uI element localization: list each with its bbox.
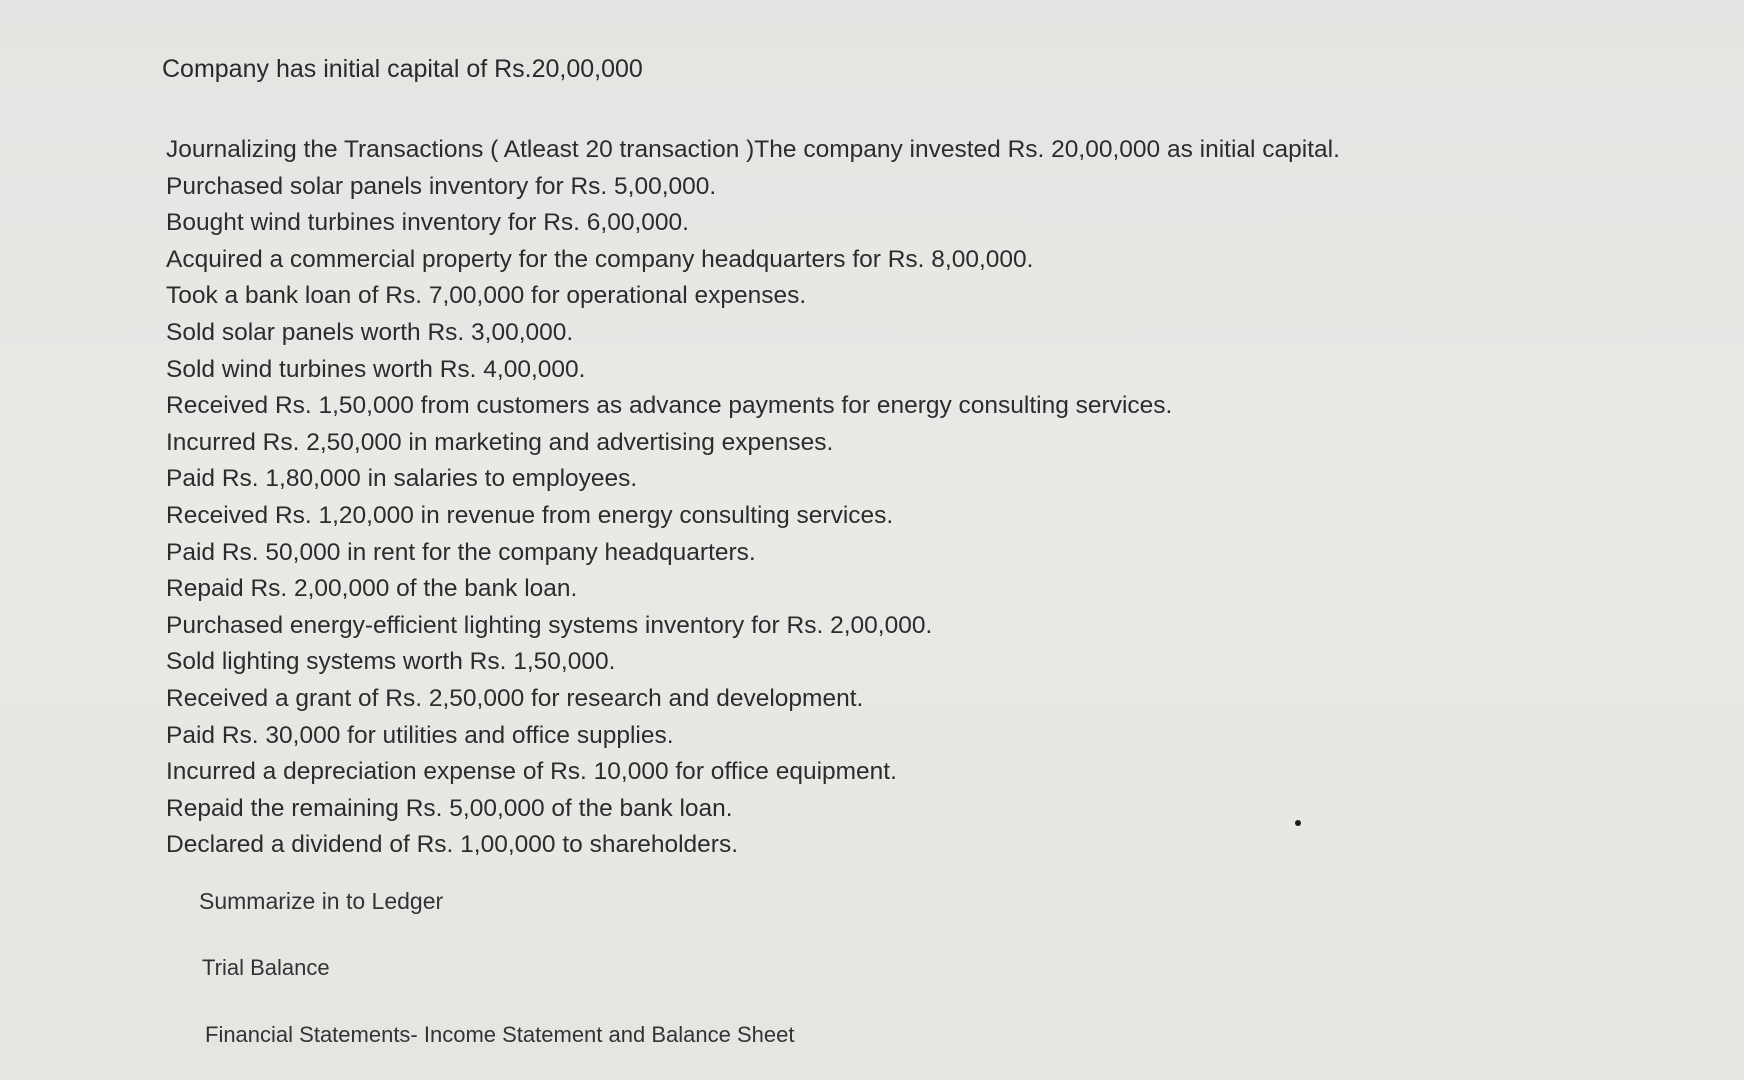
intro-capital-text: Company has initial capital of Rs.20,00,000: [162, 55, 643, 83]
transaction-item: Paid Rs. 50,000 in rent for the company headquarters.: [166, 538, 756, 566]
transaction-item: Purchased solar panels inventory for Rs. 5,00,000.: [166, 172, 717, 200]
transaction-list: [166, 132, 1340, 864]
transaction-item: Journalizing the Transactions ( Atleast 20 transaction )The company invested Rs. 20,00,000 as initial capital.: [166, 136, 1340, 163]
transaction-item: Took a bank loan of Rs. 7,00,000 for operational expenses.: [166, 282, 807, 310]
transaction-item: Received Rs. 1,50,000 from customers as advance payments for energy consulting services.: [166, 392, 1173, 420]
transaction-item: Repaid the remaining Rs. 5,00,000 of the bank loan.: [166, 794, 733, 822]
transaction-item: Purchased energy-efficient lighting systems inventory for Rs. 2,00,000.: [166, 611, 933, 639]
transaction-item: Sold wind turbines worth Rs. 4,00,000.: [166, 355, 586, 383]
transaction-item: Sold solar panels worth Rs. 3,00,000.: [166, 318, 574, 346]
transaction-item: Incurred a depreciation expense of Rs. 10,000 for office equipment.: [166, 758, 897, 786]
financial-statements-heading: Financial Statements- Income Statement and Balance Sheet: [205, 1022, 795, 1047]
transaction-item: Bought wind turbines inventory for Rs. 6,00,000.: [166, 209, 689, 237]
stray-dot-mark: [1295, 820, 1301, 826]
transaction-item: Paid Rs. 30,000 for utilities and office supplies.: [166, 721, 674, 749]
transaction-item: Sold lighting systems worth Rs. 1,50,000.: [166, 648, 616, 676]
transaction-item: Repaid Rs. 2,00,000 of the bank loan.: [166, 575, 578, 603]
transaction-item: Incurred Rs. 2,50,000 in marketing and advertising expenses.: [166, 428, 834, 456]
ledger-section-heading: Summarize in to Ledger: [199, 888, 444, 914]
transaction-item: Paid Rs. 1,80,000 in salaries to employees.: [166, 465, 638, 493]
transaction-item: Acquired a commercial property for the company headquarters for Rs. 8,00,000.: [166, 245, 1034, 273]
transaction-item: Received Rs. 1,20,000 in revenue from energy consulting services.: [166, 501, 894, 529]
cropped-heading-edge: [150, 0, 730, 8]
transaction-item: Received a grant of Rs. 2,50,000 for research and development.: [166, 684, 864, 712]
trial-balance-heading: Trial Balance: [202, 955, 330, 980]
transaction-item: Declared a dividend of Rs. 1,00,000 to shareholders.: [166, 831, 739, 859]
